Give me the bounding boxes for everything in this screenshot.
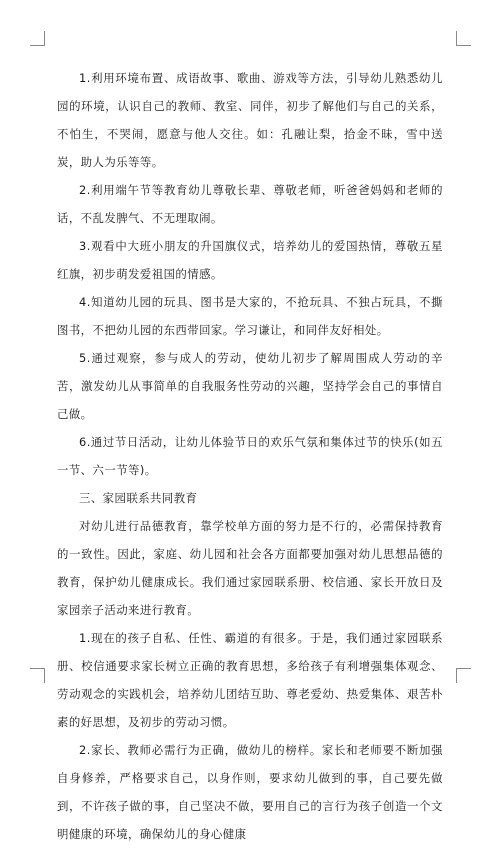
paragraph: 4.知道幼儿园的玩具、图书是大家的，不抢玩具、不独占玩具，不撕图书，不把幼儿园的东西带回家。学习谦让，和同伴友好相处。	[57, 295, 443, 337]
paragraph: 2.家长、教师必需行为正确，做幼儿的榜样。家长和老师要不断加强自身修养，严格要求自己，以身作则，要求幼儿做到的事，自己要先做到，不许孩子做的事，自己坚决不做，要用自己的言行为孩子创造一个文明健康的环境，确保幼儿的身心健康	[57, 743, 443, 841]
crop-mark-bottom-left	[30, 668, 45, 683]
paragraph: 5.通过观察，参与成人的劳动，使幼儿初步了解周围成人劳动的辛苦，激发幼儿从事简单的自我服务性劳动的兴趣，坚持学会自己的事情自己做。	[57, 351, 443, 421]
paragraph: 1.现在的孩子自私、任性、霸道的有很多。于是，我们通过家园联系册、校信通要求家长树立正确的教育思想，多给孩子有利增强集体观念、劳动观念的实践机会，培养幼儿团结互助、尊老爱幼、热爱集体、艰苦朴素的好思想，及初步的劳动习惯。	[57, 631, 443, 729]
paragraph: 对幼儿进行品德教育，靠学校单方面的努力是不行的，必需保持教育的一致性。因此，家庭、幼儿园和社会各方面都要加强对幼儿思想品德的教育，保护幼儿健康成长。我们通过家园联系册、校信通、家长开放日及家园亲子活动来进行教育。	[57, 519, 443, 617]
paragraph: 2.利用端午节等教育幼儿尊敬长辈、尊敬老师，听爸爸妈妈和老师的话，不乱发脾气、不无理取闹。	[57, 183, 443, 225]
paragraph: 3.观看中大班小朋友的升国旗仪式，培养幼儿的爱国热情，尊敬五星红旗，初步萌发爱祖国的情感。	[57, 239, 443, 281]
section-heading: 三、家园联系共同教育	[79, 491, 198, 505]
crop-mark-top-left	[30, 31, 45, 46]
paragraph: 6.通过节日活动，让幼儿体验节日的欢乐气氛和集体过节的快乐(如五一节、六一节等)。	[57, 435, 443, 477]
crop-mark-top-right	[456, 31, 471, 46]
paragraph: 1.利用环境布置、成语故事、歌曲、游戏等方法，引导幼儿熟悉幼儿园的环境，认识自己的教师、教室、同伴，初步了解他们与自己的关系，不怕生，不哭闹，愿意与他人交往。如：孔融让梨，拾金不昧，雪中送炭，助人为乐等等。	[57, 71, 443, 169]
crop-mark-bottom-right	[456, 668, 471, 683]
document-body	[57, 64, 443, 848]
